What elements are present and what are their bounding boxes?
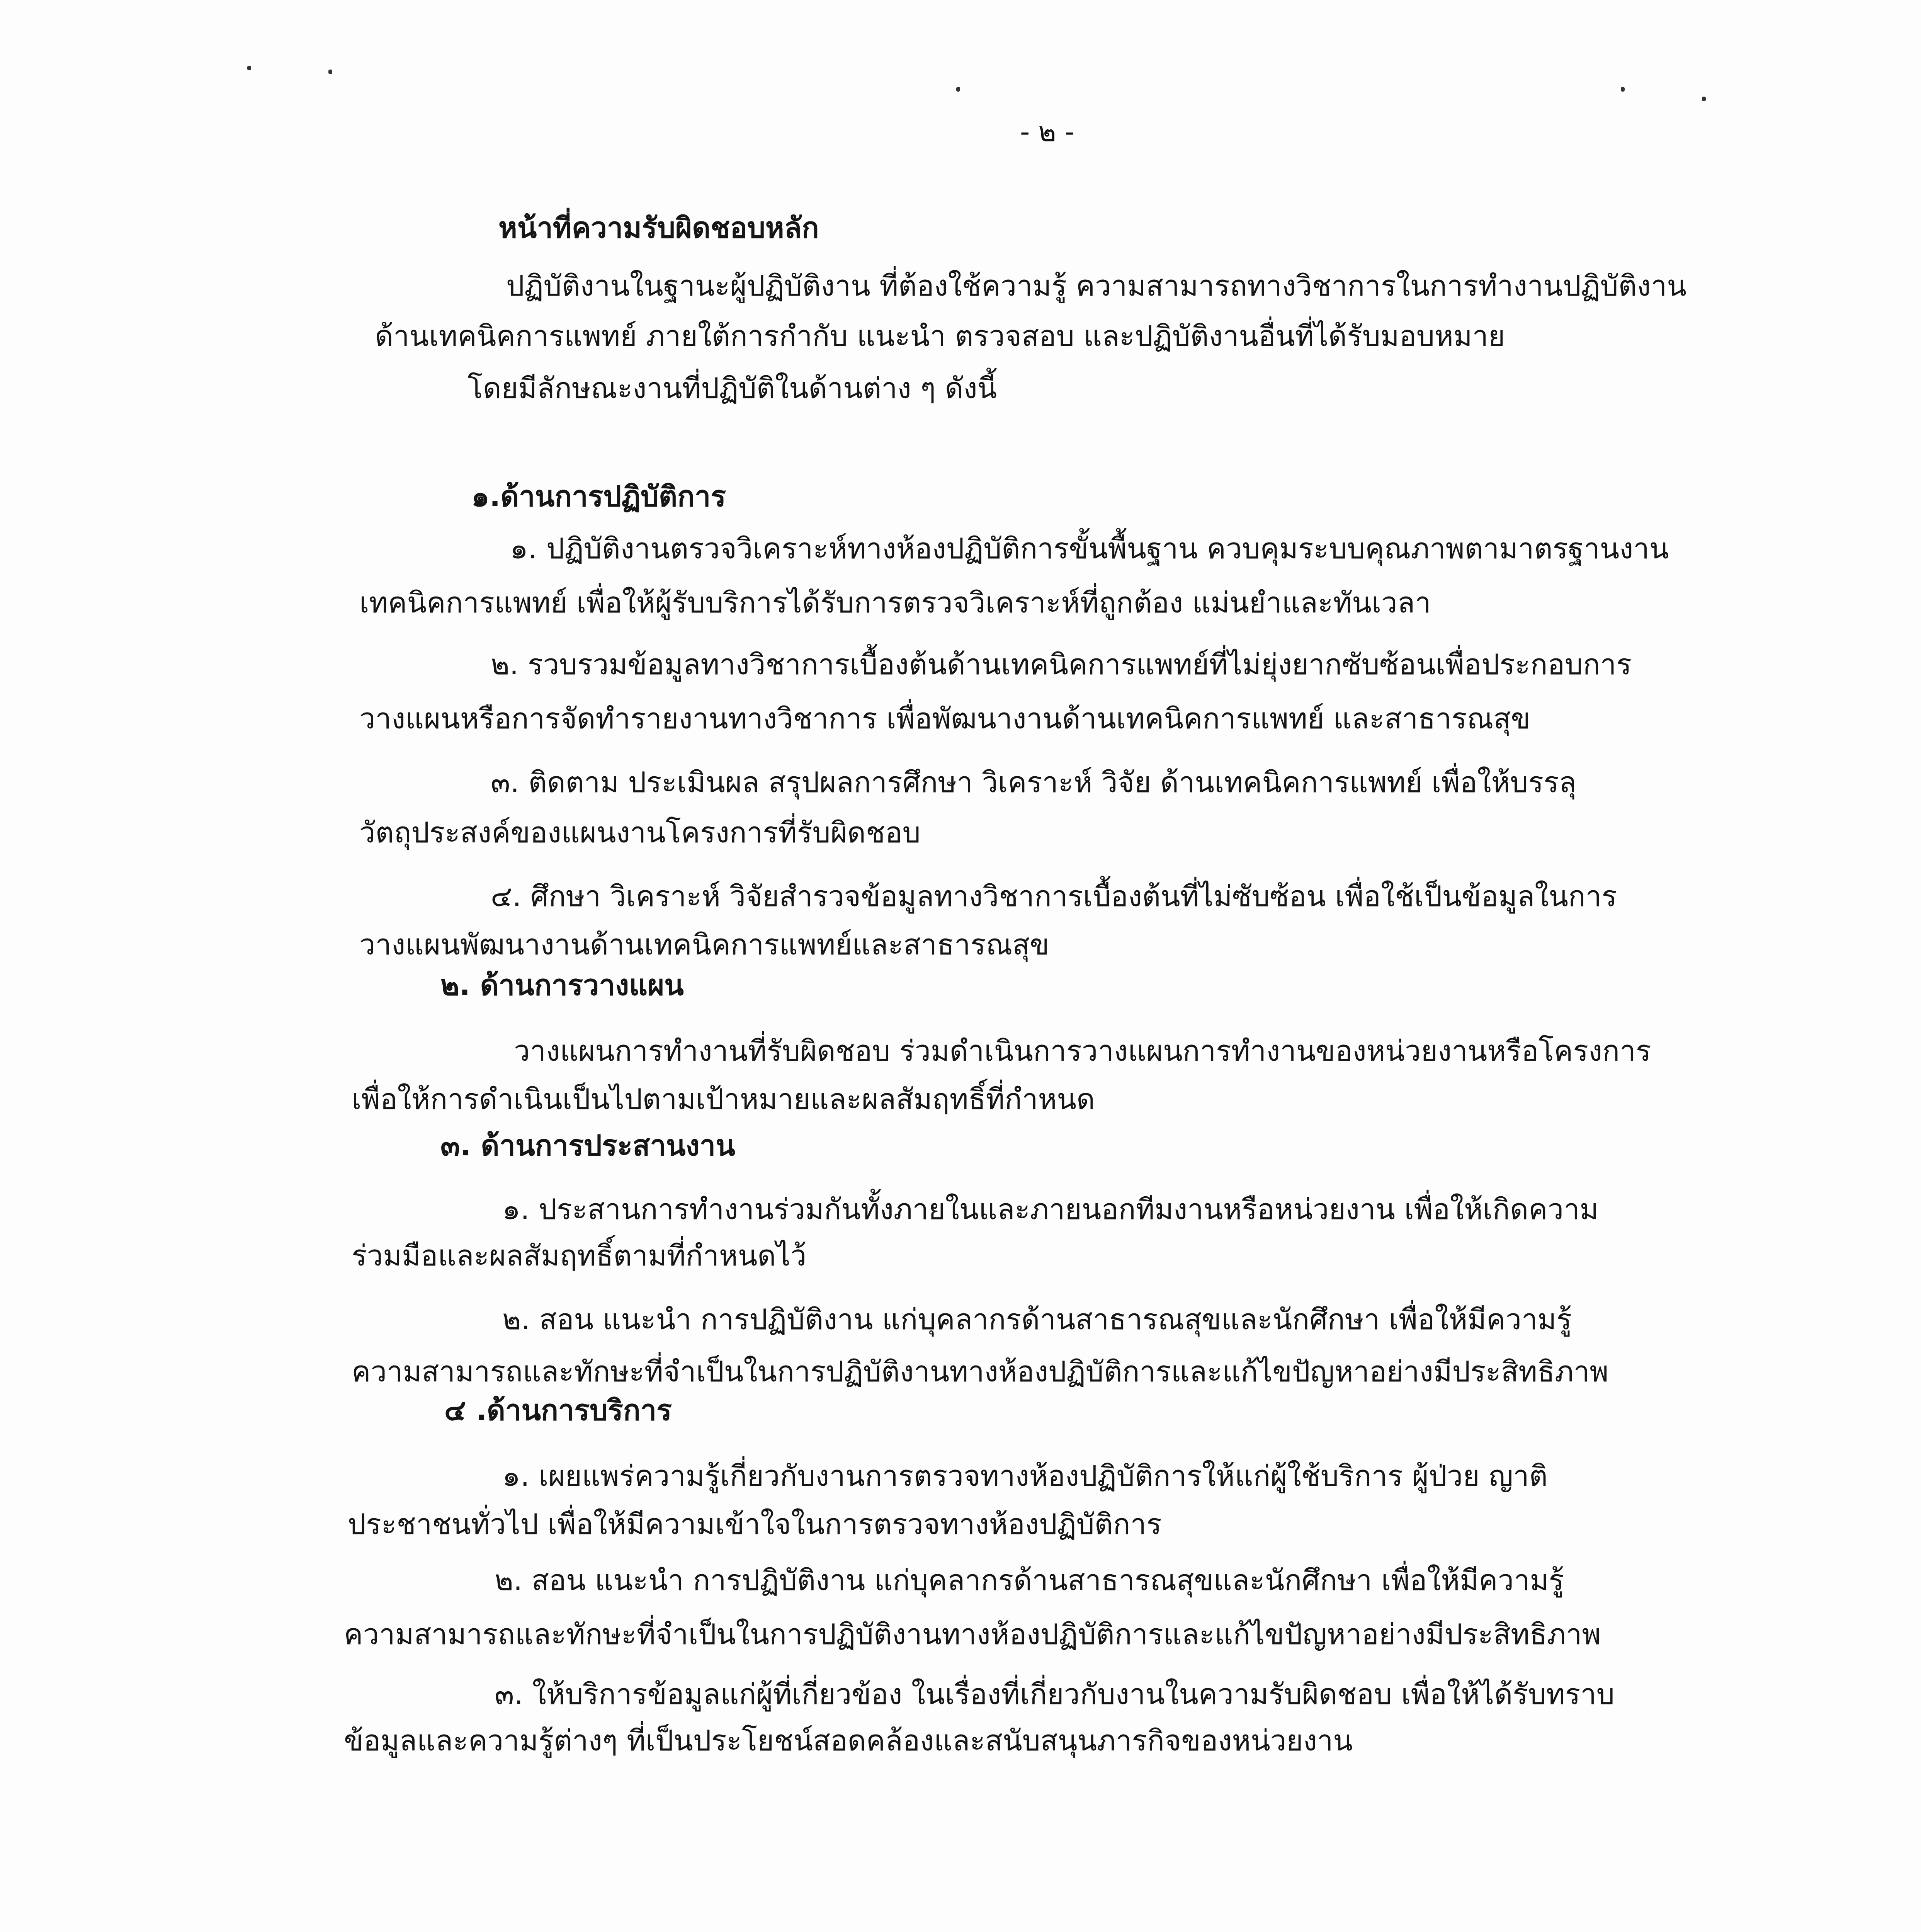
- body-line: ๒. รวบรวมข้อมูลทางวิชาการเบื้องต้นด้านเทคนิคการแพทย์ที่ไม่ยุ่งยากซับซ้อนเพื่อประกอบการ: [491, 648, 1632, 681]
- intro-line: โดยมีลักษณะงานที่ปฏิบัติในด้านต่าง ๆ ดังนี้: [468, 372, 997, 405]
- body-line: ความสามารถและทักษะที่จำเป็นในการปฏิบัติงานทางห้องปฏิบัติการและแก้ไขปัญหาอย่างมีประสิทธิภาพ: [344, 1618, 1601, 1651]
- body-line: วางแผนหรือการจัดทำรายงานทางวิชาการ เพื่อพัฒนางานด้านเทคนิคการแพทย์ และสาธารณสุข: [359, 702, 1531, 735]
- body-line: ๒. สอน แนะนำ การปฏิบัติงาน แก่บุคลากรด้านสาธารณสุขและนักศึกษา เพื่อให้มีความรู้: [502, 1303, 1572, 1336]
- body-line: ประชาชนทั่วไป เพื่อให้มีความเข้าใจในการตรวจทางห้องปฏิบัติการ: [348, 1508, 1162, 1541]
- section-heading-operations: ๑.ด้านการปฏิบัติการ: [471, 480, 726, 513]
- body-line: ๓. ให้บริการข้อมูลแก่ผู้ที่เกี่ยวข้อง ในเรื่องที่เกี่ยวกับงานในความรับผิดชอบ เพื่อให้ได้รับทราบ: [495, 1678, 1615, 1711]
- body-line: วางแผนพัฒนางานด้านเทคนิคการแพทย์และสาธารณสุข: [359, 928, 1049, 961]
- body-line: วัตถุประสงค์ของแผนงานโครงการที่รับผิดชอบ: [359, 816, 921, 849]
- body-line: ๒. สอน แนะนำ การปฏิบัติงาน แก่บุคลากรด้านสาธารณสุขและนักศึกษา เพื่อให้มีความรู้: [495, 1564, 1564, 1597]
- body-line: ๑. ประสานการทำงานร่วมกันทั้งภายในและภายนอกทีมงานหรือหน่วยงาน เพื่อให้เกิดความ: [502, 1193, 1599, 1226]
- section-title: หน้าที่ความรับผิดชอบหลัก: [498, 211, 819, 245]
- body-line: ข้อมูลและความรู้ต่างๆ ที่เป็นประโยชน์สอดคล้องและสนับสนุนภารกิจของหน่วยงาน: [344, 1724, 1353, 1757]
- body-line: ๑. เผยแพร่ความรู้เกี่ยวกับงานการตรวจทางห้องปฏิบัติการให้แก่ผู้ใช้บริการ ผู้ป่วย ญาติ: [502, 1459, 1548, 1493]
- body-line: ความสามารถและทักษะที่จำเป็นในการปฏิบัติงานทางห้องปฏิบัติการและแก้ไขปัญหาอย่างมีประสิทธิภาพ: [352, 1355, 1609, 1388]
- intro-line: ปฏิบัติงานในฐานะผู้ปฏิบัติงาน ที่ต้องใช้ความรู้ ความสามารถทางวิชาการในการทำงานปฏิบัติงาน: [506, 269, 1686, 303]
- body-line: ๓. ติดตาม ประเมินผล สรุปผลการศึกษา วิเคราะห์ วิจัย ด้านเทคนิคการแพทย์ เพื่อให้บรรลุ: [491, 766, 1577, 799]
- scan-speck: [1702, 97, 1706, 101]
- scan-speck: [328, 70, 332, 74]
- intro-line: ด้านเทคนิคการแพทย์ ภายใต้การกำกับ แนะนำ ตรวจสอบ และปฏิบัติงานอื่นที่ได้รับมอบหมาย: [375, 320, 1505, 353]
- page-number: - ๒ -: [1020, 116, 1075, 148]
- section-heading-services: ๔ .ด้านการบริการ: [444, 1394, 672, 1427]
- section-heading-planning: ๒. ด้านการวางแผน: [440, 969, 684, 1002]
- body-line: วางแผนการทำงานที่รับผิดชอบ ร่วมดำเนินการวางแผนการทำงานของหน่วยงานหรือโครงการ: [514, 1034, 1651, 1068]
- scan-speck: [1621, 87, 1625, 92]
- body-line: ๔. ศึกษา วิเคราะห์ วิจัยสำรวจข้อมูลทางวิชาการเบื้องต้นที่ไม่ซับซ้อน เพื่อใช้เป็นข้อมูลในการ: [491, 880, 1617, 913]
- body-line: เทคนิคการแพทย์ เพื่อให้ผู้รับบริการได้รับการตรวจวิเคราะห์ที่ถูกต้อง แม่นยำและทันเวลา: [359, 586, 1431, 619]
- body-line: ๑. ปฏิบัติงานตรวจวิเคราะห์ทางห้องปฏิบัติการขั้นพื้นฐาน ควบคุมระบบคุณภาพตามาตรฐานงาน: [510, 532, 1669, 565]
- body-line: ร่วมมือและผลสัมฤทธิ์ตามที่กำหนดไว้: [352, 1239, 807, 1272]
- scan-speck: [956, 87, 960, 92]
- section-heading-coordination: ๓. ด้านการประสานงาน: [440, 1129, 735, 1162]
- body-line: เพื่อให้การดำเนินเป็นไปตามเป้าหมายและผลสัมฤทธิ์ที่กำหนด: [352, 1083, 1095, 1116]
- scan-speck: [247, 66, 251, 70]
